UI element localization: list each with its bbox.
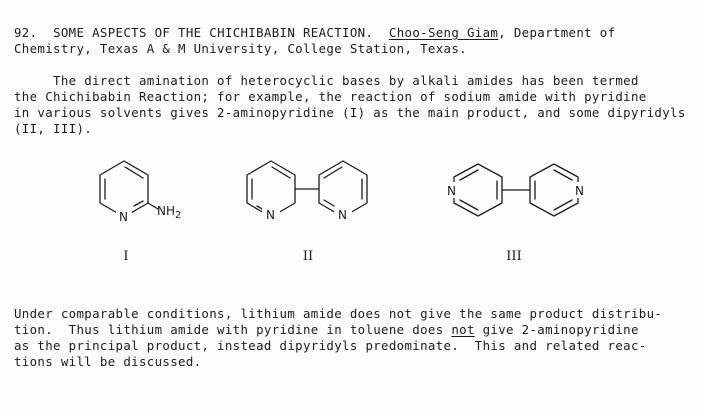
paragraph1-line-1: The direct amination of heterocyclic bases by alkali amides has been termed	[14, 73, 639, 88]
structure-II-bipyridine	[247, 161, 367, 222]
abstract-title: SOME ASPECTS OF THE CHICHIBABIN REACTION.	[53, 25, 374, 40]
structure-I-aminopyridine	[100, 161, 181, 224]
label-I: I	[123, 249, 129, 264]
structure-III-bipyridine	[444, 164, 588, 216]
ring-N-II-left: N	[266, 208, 275, 222]
label-II: II	[302, 249, 314, 264]
paragraph2-line-2-start: tion. Thus lithium amide with pyridine in toluene does	[14, 322, 452, 337]
label-III: III	[506, 249, 522, 264]
paragraph2-line-1: Under comparable conditions, lithium amide does not give the same product distribu-	[14, 306, 663, 321]
paragraph2-line-2	[14, 323, 639, 337]
ring-N-I: N	[119, 210, 128, 224]
paragraph1-line-2: the Chichibabin Reaction; for example, the reaction of sodium amide with pyridine	[14, 89, 647, 104]
pyridine-ring-III-left	[454, 164, 502, 216]
paragraph2-line-2-end: give 2-aminopyridine	[474, 322, 639, 337]
author-name: Choo-Seng Giam	[388, 25, 499, 40]
svg-text:NH2	[157, 204, 181, 221]
pyridine-ring-III-right	[530, 164, 578, 216]
emphasis-not: not	[451, 322, 475, 337]
amino-subscript: 2	[175, 210, 182, 221]
abstract-number: 92.	[14, 25, 38, 40]
pyridine-ring-I	[100, 161, 148, 217]
paragraph2-line-3: as the principal product, instead dipyridyls predominate. This and related reac-	[14, 338, 647, 353]
paragraph1-line-3: in various solvents gives 2-aminopyridine (I) as the main product, and some dipyridyls	[14, 105, 686, 120]
paragraph1-line-4: (II, III).	[14, 121, 93, 136]
ring-N-III-left: N	[447, 184, 456, 198]
amino-group: NH	[157, 204, 175, 218]
ring-N-III-right: N	[575, 184, 584, 198]
affiliation-part-1: , Department of	[498, 25, 616, 40]
paragraph2-line-4: tions will be discussed.	[14, 354, 202, 369]
ring-N-II-right: N	[338, 208, 347, 222]
header-line-2: Chemistry, Texas A & M University, College Station, Texas.	[14, 41, 467, 56]
